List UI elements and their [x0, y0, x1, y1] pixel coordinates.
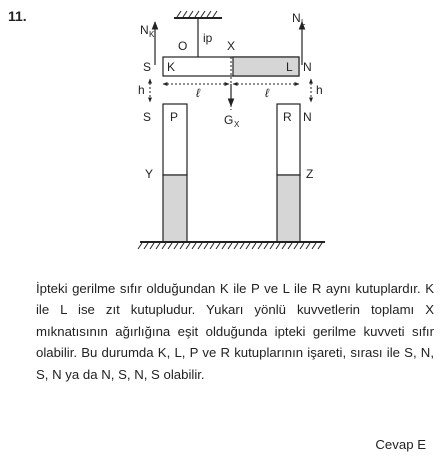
force-nl-sub: L	[301, 18, 306, 27]
force-nk-sub: K	[149, 30, 155, 39]
magnet-x-label: X	[227, 39, 236, 53]
gap-left-label: h	[138, 83, 145, 97]
weight-sub: X	[234, 120, 240, 129]
weight-label: G	[224, 113, 234, 127]
pole-n-right-label: N	[303, 60, 312, 74]
magnet-left	[163, 104, 187, 242]
pole-p-label: P	[170, 110, 179, 124]
string-label: ip	[203, 31, 213, 45]
gap-right-label: h	[316, 83, 323, 97]
force-nl-label: N	[292, 11, 301, 25]
answer-label: Cevap E	[375, 437, 426, 452]
pole-k-label: K	[167, 60, 176, 74]
pole-n-r-label: N	[303, 110, 312, 124]
force-nk-label: N	[140, 23, 149, 37]
solution-text: İpteki gerilme sıfır olduğundan K ile P ve L ile R aynı kutuplardır. K ile L ise zıt kutupludur. Yukarı yönlü kuvvetlerin toplamı X mıknatısının ağırlığına eşit olduğunda ipteki gerilme kuvveti sıfır olabilir. Bu durumda K, L, P ve R kutuplarının işareti, sırası ile S, N, S, N ya da N, S, N, S olabilir.	[36, 281, 434, 382]
ceiling-support	[174, 11, 222, 18]
pole-l-label: L	[286, 60, 293, 74]
length-left-label: ℓ	[196, 86, 200, 100]
pole-s-p-label: S	[143, 110, 152, 124]
pole-s-left-label: S	[143, 60, 152, 74]
floor	[138, 242, 325, 249]
length-right-label: ℓ	[265, 86, 269, 100]
magnet-y-label: Y	[145, 167, 154, 181]
pole-r-label: R	[283, 110, 292, 124]
magnet-z-label: Z	[306, 167, 314, 181]
label-o: O	[178, 39, 188, 53]
question-number: 11.	[8, 8, 27, 24]
magnet-right	[277, 104, 300, 242]
